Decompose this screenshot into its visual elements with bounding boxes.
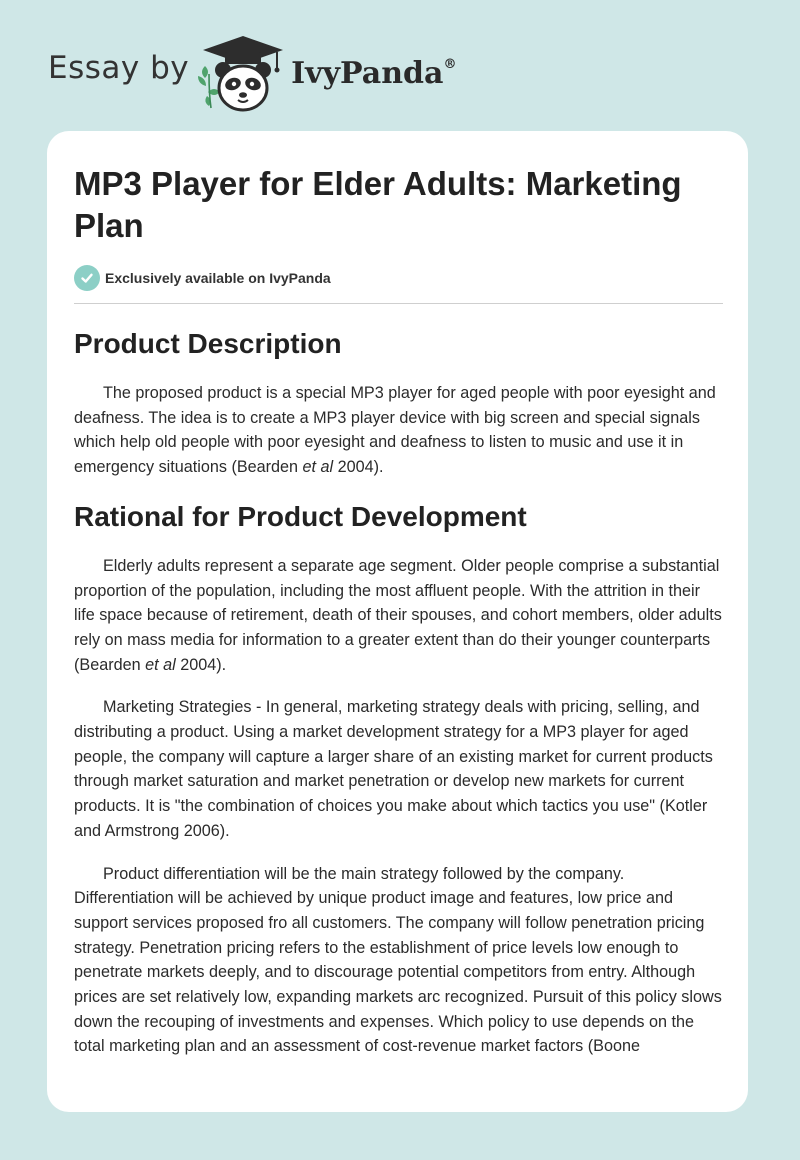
page-title: MP3 Player for Elder Adults: Marketing Plan (74, 165, 682, 244)
check-icon (74, 265, 100, 291)
paragraph (74, 554, 723, 678)
panda-graduate-icon (197, 34, 289, 114)
paragraph: Product differentiation will be the main strategy followed by the company. Differentiation will be achieved by unique product image and features, low price and support services proposed fro all customers. The company will follow penetration pricing strategy. Penetration pricing refers to the establishment of price levels low enough to penetrate markets deeply, and to discourage potential competitors from entry. Although prices are set relatively low, expanding markets arc recognized. Pursuit of this policy slows down the recouping of investments and expenses. Which policy to use depends on the total marketing plan and an assessment of cost-revenue market factors (Boone (74, 864, 722, 1056)
paragraph-text: 2004). (175, 655, 227, 674)
exclusive-badge (74, 265, 723, 291)
citation-emphasis: et al (302, 458, 334, 477)
divider (74, 303, 723, 304)
section-heading: Rational for Product Development (74, 500, 527, 532)
section-rational-for-development (74, 500, 723, 1059)
brand-name (291, 56, 456, 91)
paragraph: Marketing Strategies - In general, marketing strategy deals with pricing, selling, and distributing a product. Using a market development strategy for a MP3 player for aged people, the company will capture a larger share of an existing market for current products through market saturation and market penetration or develop new markets for current products. It is "the combination of choices you make about which tactics you use" (Kotler and Armstrong 2006). (74, 698, 713, 840)
brand-name-text: IvyPanda (291, 55, 444, 91)
section-heading: Product Description (74, 328, 342, 359)
paragraph (74, 381, 723, 480)
essay-by-label: Essay by (48, 50, 190, 86)
essay-content (74, 163, 723, 1059)
paragraph-text: Elderly adults represent a separate age segment. Older people comprise a substantial proportion of the population, including the most affluent people. With the attrition in their life space because of retirement, death of their spouses, and cohort members, older adults rely on mass media for information to a greater extent than do their younger counterparts (Bearden (74, 556, 722, 674)
section-product-description (74, 327, 723, 480)
citation-emphasis: et al (145, 655, 176, 674)
paragraph-text: The proposed product is a special MP3 player for aged people with poor eyesight and deafness. The idea is to create a MP3 player device with big screen and special signals which help old people with poor eyesight and deafness to listen to music and use it in emergency situations (Bearden (74, 384, 716, 477)
paragraph-text: 2004). (333, 458, 384, 477)
registered-mark: ® (443, 56, 457, 72)
essay-card (47, 131, 748, 1112)
badge-text: Exclusively available on IvyPanda (105, 270, 331, 286)
site-header (48, 34, 456, 114)
